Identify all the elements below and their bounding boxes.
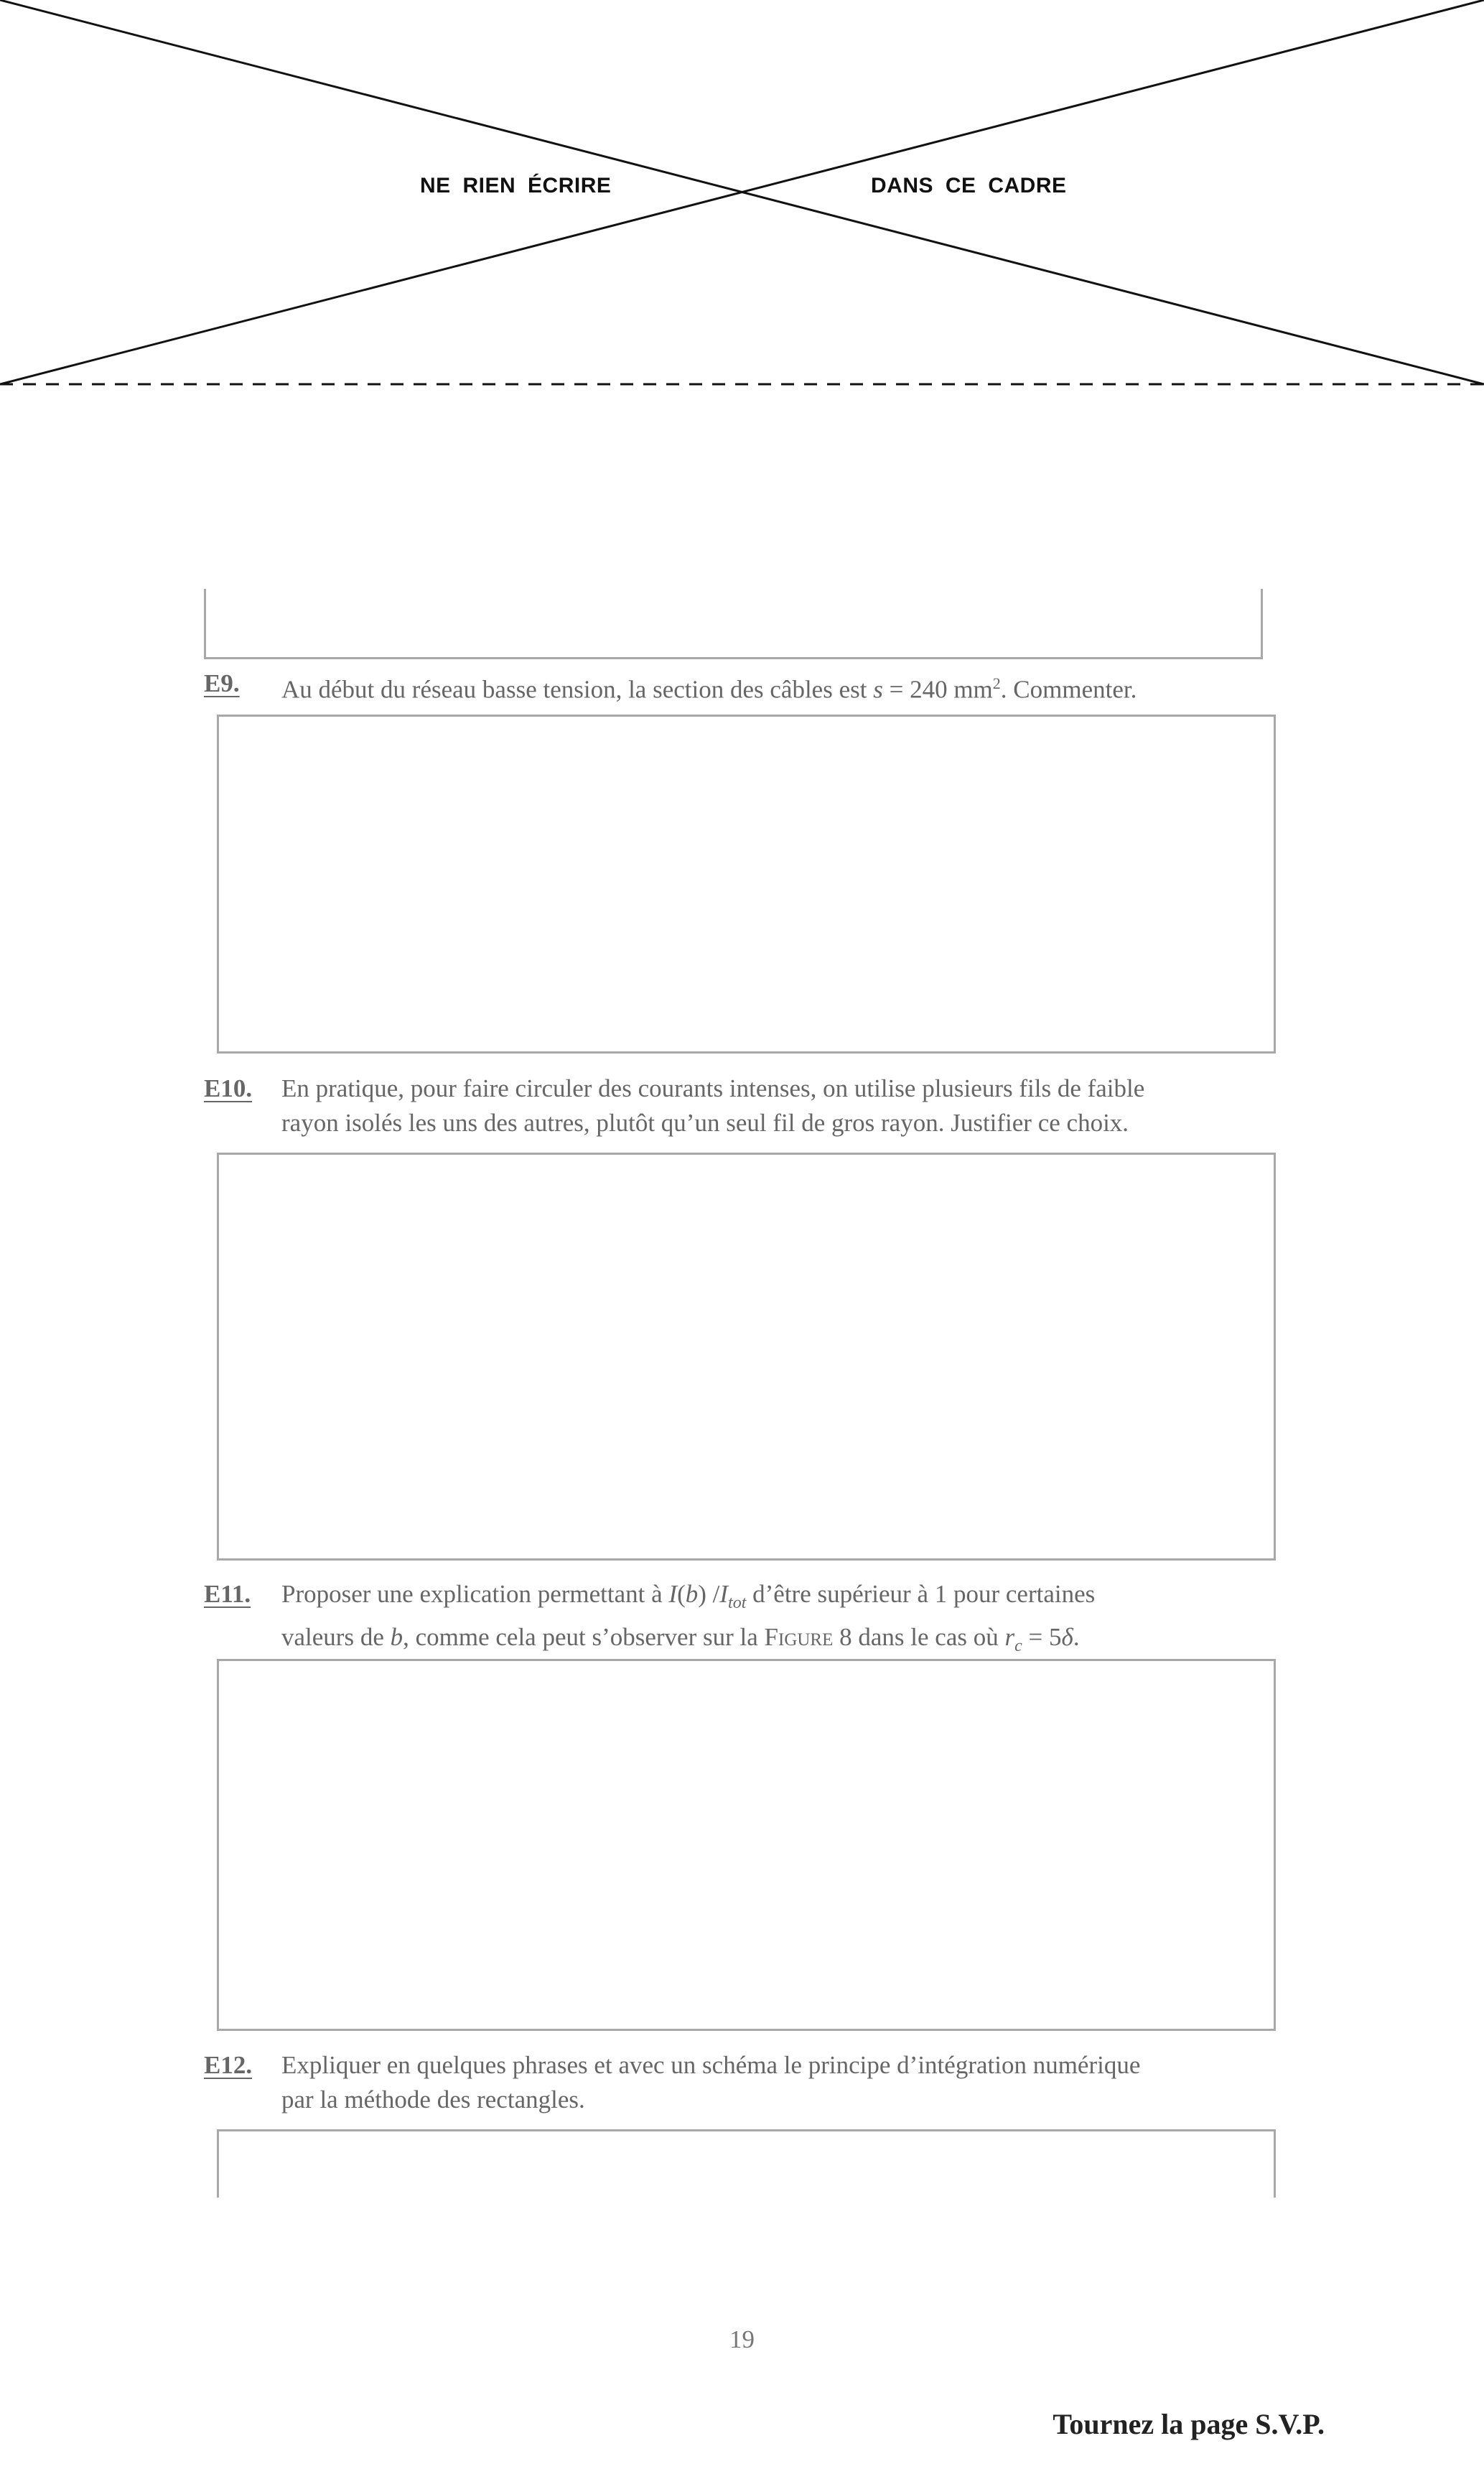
question-line: rayon isolés les uns des autres, plutôt qu’un seul fil de gros rayon. Justifier ce choix. bbox=[281, 1109, 1129, 1137]
answer-box-e10[interactable] bbox=[217, 1153, 1276, 1561]
answer-box-e9[interactable] bbox=[217, 715, 1276, 1054]
question-e10 bbox=[204, 1071, 1281, 1140]
turn-page-note: Tournez la page S.V.P. bbox=[1053, 2408, 1325, 2440]
question-number: E12. bbox=[204, 2051, 253, 2079]
question-text bbox=[281, 1071, 1281, 1140]
question-number: E11. bbox=[204, 1580, 251, 1608]
header-left-label: NE RIEN ÉCRIRE bbox=[420, 174, 612, 197]
header-right-label: DANS CE CADRE bbox=[871, 174, 1067, 197]
question-number: E10. bbox=[204, 1074, 253, 1102]
page-number: 19 bbox=[729, 2325, 755, 2353]
question-line: par la méthode des rectangles. bbox=[281, 2085, 585, 2113]
question-e12 bbox=[204, 2048, 1281, 2117]
do-not-write-cross bbox=[0, 0, 1484, 402]
answer-box-e11[interactable] bbox=[217, 1659, 1276, 2031]
answer-box-e12[interactable] bbox=[217, 2129, 1276, 2198]
question-line: En pratique, pour faire circuler des courants intenses, on utilise plusieurs fils de faible bbox=[281, 1074, 1145, 1102]
question-text: Au début du réseau basse tension, la section des câbles est s = 240 $mm^2$. Commenter. bbox=[281, 674, 1137, 704]
question-number: E9. bbox=[204, 669, 240, 697]
question-e9 bbox=[204, 666, 1281, 707]
answer-box-e8[interactable] bbox=[204, 589, 1263, 659]
question-line: Expliquer en quelques phrases et avec un schéma le principe d’intégration numérique bbox=[281, 2051, 1141, 2079]
question-text: Proposer une explication permettant à I(b) $/I_{tot}$ d’être supérieur à 1 pour certaines valeurs de b, comme cela peut s’observer sur la Figure 8 dans le cas où $r_c = 5\delta$. bbox=[281, 1580, 1096, 1655]
question-e11 bbox=[204, 1577, 1281, 1663]
question-text bbox=[281, 2048, 1281, 2117]
